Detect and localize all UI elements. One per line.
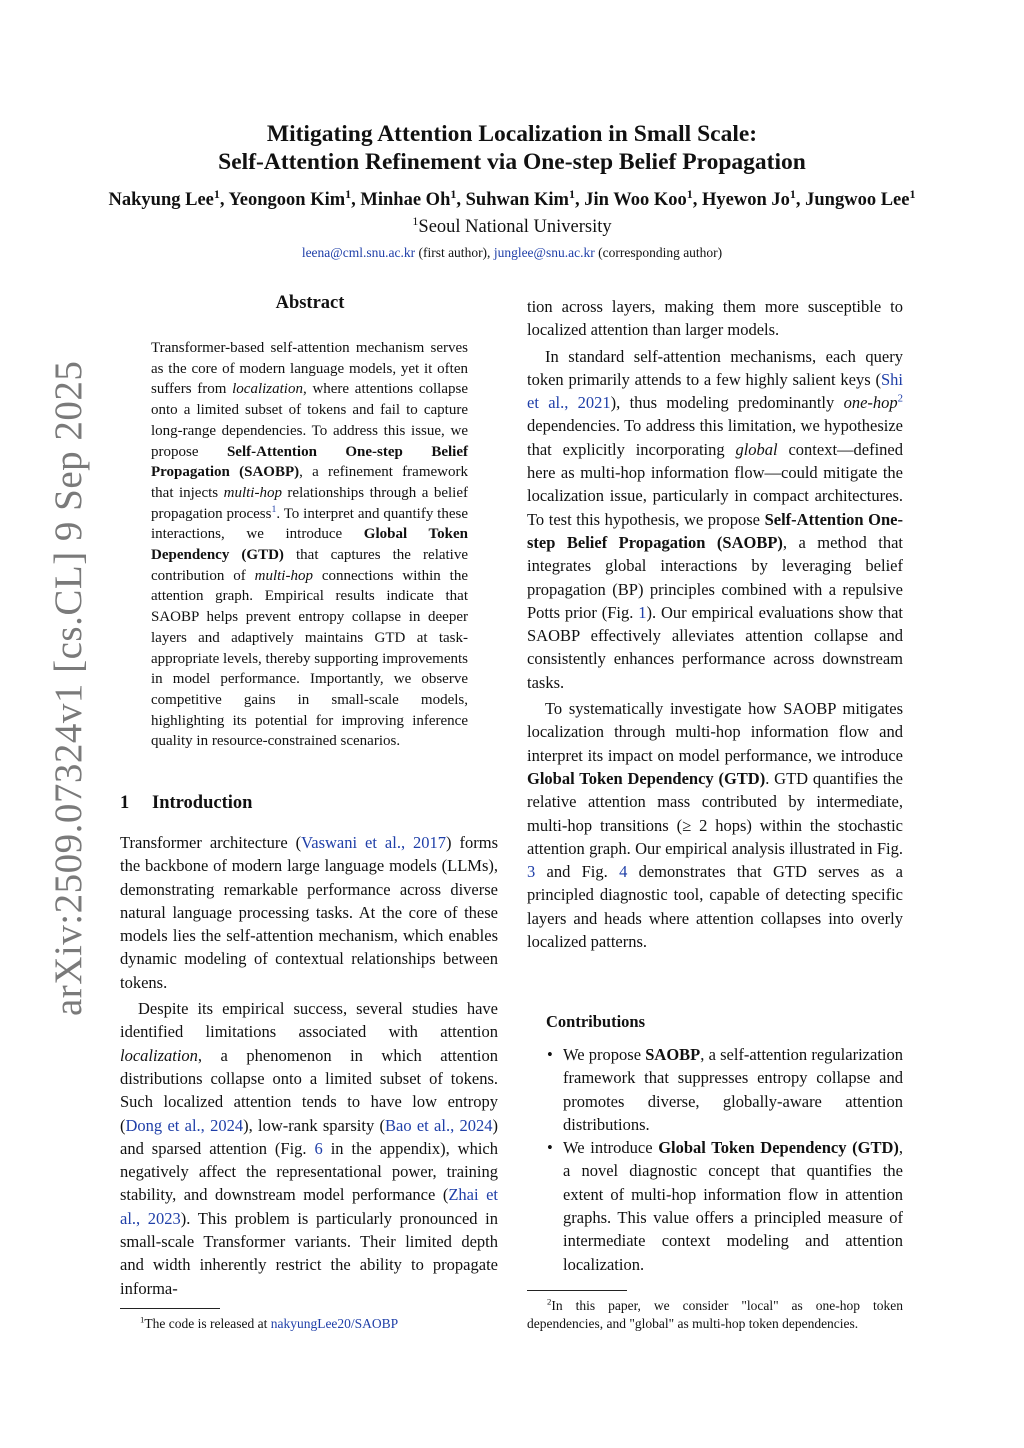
author-affiliation-mark: 1 xyxy=(450,186,457,201)
text-run: ) and sparsed attention (Fig. xyxy=(120,1115,498,1158)
citation-vaswani[interactable]: Vaswani et al., 2017 xyxy=(301,833,447,852)
list-item xyxy=(527,1136,903,1276)
corresponding-author-role: (corresponding author) xyxy=(598,245,723,260)
intro-paragraph-2 xyxy=(120,997,498,1300)
footnote-2 xyxy=(527,1297,903,1333)
affiliation-name: Seoul National University xyxy=(418,217,612,237)
code-repository-link[interactable]: nakyungLee20/SAOBP xyxy=(270,1316,399,1331)
citation-bao[interactable]: Bao et al., 2024 xyxy=(384,1115,493,1135)
paper-title xyxy=(0,120,1024,176)
emphasis: multi-hop xyxy=(254,567,313,584)
metric-name: Global Token Dependency (GTD) xyxy=(658,1138,899,1158)
text-run: relationships through a belief propagation process xyxy=(151,484,468,522)
contributions-heading: Contributions xyxy=(546,1012,646,1031)
text-run: ). This problem is particularly pronounced in small-scale Transformer variants. Their limited depth and width inherently restrict the ability to propagate informa- xyxy=(120,1208,498,1298)
author-affiliation-mark: 1 xyxy=(686,186,693,201)
first-author-email-link[interactable]: leena@cml.snu.ac.kr xyxy=(301,245,416,260)
footnote-1 xyxy=(120,1315,498,1333)
intro-paragraph-2-continued: tion across layers, making them more susceptible to localized attention than larger models. xyxy=(527,297,903,340)
abstract-paragraph xyxy=(151,338,468,752)
text-run: . To interpret and quantify these interactions, we introduce xyxy=(151,505,468,543)
author-name: Hyewon Jo xyxy=(701,190,790,210)
section-number: 1 xyxy=(120,793,130,813)
abstract-body xyxy=(151,338,468,752)
author-affiliation-mark: 1 xyxy=(568,186,575,201)
metric-name: Global Token Dependency (GTD) xyxy=(527,768,766,788)
text-run: Despite its empirical success, several studies have identified limitations associated with attention xyxy=(120,999,498,1042)
author-name: Suhwan Kim xyxy=(465,190,569,210)
text-run: Transformer architecture ( xyxy=(120,833,302,852)
text-run: We introduce xyxy=(563,1138,659,1158)
method-name: Self-Attention One-step Belief Propagation (SAOBP) xyxy=(151,443,468,481)
title-line-2: Self-Attention Refinement via One-step Belief Propagation xyxy=(218,149,806,175)
author-affiliation-mark: 1 xyxy=(909,186,916,201)
intro-paragraph-3 xyxy=(527,345,903,694)
text-run: that captures the relative contribution of xyxy=(151,547,469,584)
emphasis: multi-hop xyxy=(223,484,282,501)
intro-right-column xyxy=(527,295,903,953)
corresponding-author-email-link[interactable]: junglee@snu.ac.kr xyxy=(493,245,595,260)
emphasis: global xyxy=(735,439,778,459)
contributions-list xyxy=(527,1043,903,1276)
affiliation xyxy=(0,214,1024,240)
text-run: , a novel diagnostic concept that quantifies the extent of multi-hop information flow in attention graphs. This value offers a principled measure of intermediate context modeling and attention localization. xyxy=(563,1138,903,1274)
emphasis: localization xyxy=(120,1045,198,1065)
text-run: . GTD quantifies the relative attention mass contributed by intermediate, multi-hop transitions (≥ 2 hops) within the stochastic attention graph. Our empirical analysis illustrated in Fig. xyxy=(527,768,903,858)
metric-name: Global Token Dependency (GTD) xyxy=(151,526,468,564)
emphasis: localization xyxy=(232,381,303,398)
abstract-heading: Abstract xyxy=(275,293,345,313)
text-run: in the appendix), which negatively affect the representational power, training stability, and downstream model performance ( xyxy=(120,1138,498,1205)
text-run: ), low-rank sparsity ( xyxy=(243,1115,385,1135)
author-affiliation-mark: 1 xyxy=(345,186,352,201)
text-run: , a method that integrates global interactions by leveraging belief propagation (BP) principles combined with a repulsive Potts prior (Fig. xyxy=(527,532,903,622)
method-name: Self-Attention One-step Belief Propagation (SAOBP) xyxy=(527,509,903,552)
text-run: In standard self-attention mechanisms, each query token primarily attends to a few highly salient keys ( xyxy=(527,346,903,389)
footnote-ref-1[interactable]: 1 xyxy=(271,503,277,515)
affiliation-mark: 1 xyxy=(412,213,419,228)
footnote-divider xyxy=(527,1290,627,1291)
text-run: , a phenomenon in which attention distributions collapse onto a limited subset of tokens. Such localized attention tends to have low entropy ( xyxy=(120,1045,498,1135)
text-run: ). Our empirical evaluations show that SAOBP effectively alleviates attention collapse and consistently enhances performance across downstream tasks. xyxy=(527,602,903,692)
author-name: Yeongoon Kim xyxy=(228,190,346,210)
text-run: ), thus modeling predominantly xyxy=(610,393,844,413)
author-name: Minhae Oh xyxy=(360,190,451,210)
author-affiliation-mark: 1 xyxy=(213,186,220,201)
text-run: , a refinement framework that injects xyxy=(151,464,468,501)
method-name: SAOBP xyxy=(645,1045,701,1064)
text-run: , where attentions collapse onto a limited subset of tokens and fail to capture long-range dependencies. To address this issue, we propose xyxy=(151,381,468,460)
footnote-ref-2[interactable]: 2 xyxy=(897,392,903,405)
citation-zhai[interactable]: Zhai et al., 2023 xyxy=(120,1185,498,1228)
citation-dong[interactable]: Dong et al., 2024 xyxy=(125,1115,244,1135)
footnote-text: In this paper, we consider "local" as one-hop token dependencies, and "global" as multi-hop token dependencies. xyxy=(527,1298,903,1331)
author-name: Jin Woo Koo xyxy=(584,190,687,210)
figure-ref-6[interactable]: 6 xyxy=(314,1138,323,1158)
text-run: context—defined here as multi-hop information flow—could mitigate the localization issue, particularly in compact architectures. To test this hypothesis, we propose xyxy=(527,439,903,529)
author-affiliation-mark: 1 xyxy=(789,186,796,201)
text-run: ) forms the backbone of modern large language models (LLMs), demonstrating remarkable performance across diverse natural language processing tasks. At the core of these models lies the self-attention mechanism, which enables dynamic modeling of contextual relationships between tokens. xyxy=(120,833,498,992)
text-run: connections within the attention graph. Empirical results indicate that SAOBP helps prevent entropy collapse in deeper layers and adaptively maintains GTD at task-appropriate levels, thereby supporting improvements in model performance. Importantly, we observe competitive gains in small-scale models, highlighting its potential for improving inference quality in resource-constrained scenarios. xyxy=(151,567,468,750)
figure-ref-4[interactable]: 4 xyxy=(619,862,628,882)
figure-ref-3[interactable]: 3 xyxy=(527,862,536,882)
contribution-text xyxy=(563,1136,903,1276)
list-item xyxy=(527,1043,903,1136)
text-run: demonstrates that GTD serves as a principled diagnostic tool, capable of detecting specific layers and heads where attention collapses into overly localized patterns. xyxy=(527,862,904,952)
footnote-mark: 1 xyxy=(140,1314,145,1325)
contribution-text xyxy=(563,1043,903,1136)
emphasis: one-hop xyxy=(843,393,898,413)
text-run: , a self-attention regularization framework that suppresses entropy collapse and promotes diverse, globally-aware attention distributions. xyxy=(563,1045,903,1134)
text-run: Transformer-based self-attention mechanism serves as the core of modern language models, yet it often suffers from xyxy=(151,340,468,398)
arxiv-identifier-stamp: arXiv:2509.07324v1 [cs.CL] 9 Sep 2025 xyxy=(47,360,90,1016)
text-run: To systematically investigate how SAOBP mitigates localization through multi-hop information flow and interpret its impact on model performance, we introduce xyxy=(527,699,903,765)
intro-left-column xyxy=(120,831,498,1300)
contact-emails xyxy=(0,243,1024,263)
footnote-mark: 2 xyxy=(547,1296,552,1307)
text-run: dependencies. To address this limitation, we hypothesize that explicitly incorporating xyxy=(527,416,903,459)
author-list: Nakyung Lee$^1$, Yeongoon Kim$^1$, Minhae Oh$^1$, Suhwan Kim$^1$, Jin Woo Koo$^1$, Hyewon Jo$^1$, Jungwoo Lee$^1$ xyxy=(108,186,916,210)
footnote-divider xyxy=(120,1308,220,1309)
first-author-role: (first author), xyxy=(418,245,491,260)
intro-paragraph-1 xyxy=(120,831,498,994)
figure-ref-1[interactable]: 1 xyxy=(638,602,647,622)
title-line-1: Mitigating Attention Localization in Small Scale: xyxy=(266,121,758,147)
bullet-marker: • xyxy=(547,1138,553,1158)
citation-shi[interactable]: Shi et al., 2021 xyxy=(527,369,903,413)
footnote-text: The code is released at xyxy=(144,1316,271,1331)
intro-paragraph-4 xyxy=(527,697,903,953)
section-heading-introduction xyxy=(120,793,252,814)
author-name: Jungwoo Lee xyxy=(805,190,910,210)
text-run: We propose xyxy=(563,1045,646,1064)
bullet-marker: • xyxy=(547,1045,553,1064)
text-run: and Fig. xyxy=(535,862,620,882)
author-name: Nakyung Lee xyxy=(108,190,214,210)
section-title: Introduction xyxy=(152,793,253,813)
